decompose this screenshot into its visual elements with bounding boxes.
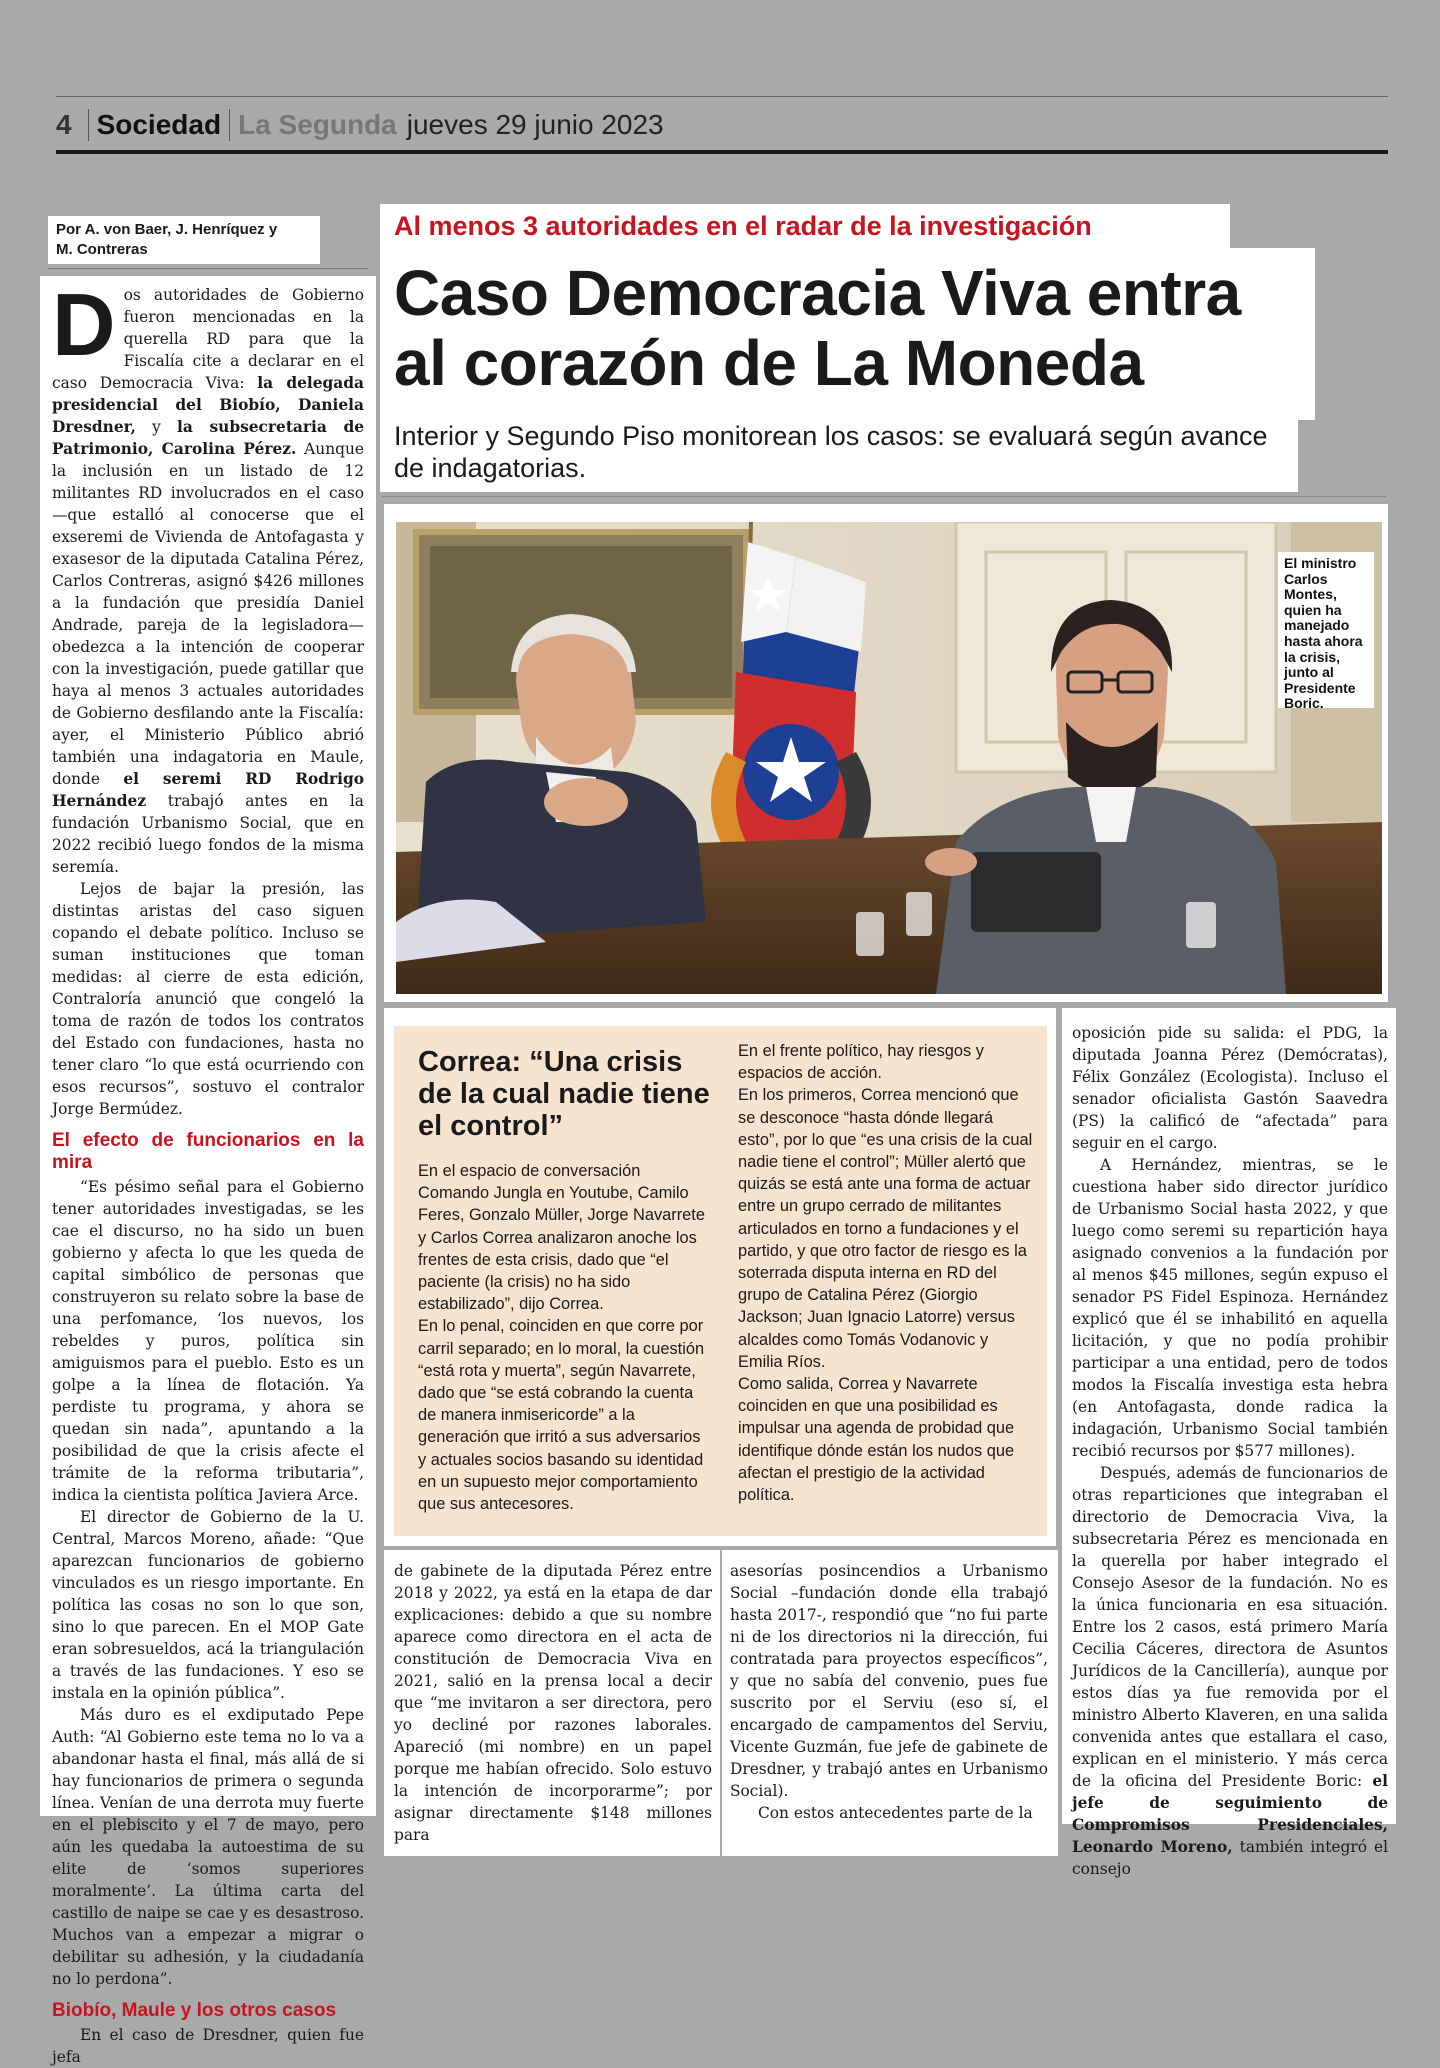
paragraph: asesorías posincendios a Urbanismo Social –fundación donde ella trabajó hasta 2017-, respondió que “no fui parte ni de los directorios ni la dirección, fui contratada para proyectos específicos”, y que no sabía del convenio, pues fue suscrito por el Serviu (eso sí, el encargado de campamentos del Serviu, Vicente Guzmán, fue jefe de gabinete de Dresdner, y trabajó antes en Urbanismo Social). [730, 1562, 1048, 1800]
byline-rule [48, 268, 368, 269]
masthead-divider [229, 109, 230, 141]
text-run: Aunque la inclusión en un listado de 12 militantes RD involucrados en el caso —que estalló al conocerse que el exseremi de Vivienda de Antofagasta y exasesor de la diputada Catalina Pérez, Carlos Contreras, asignó $426 millones a la fundación que presidía Daniel Andrade, pareja de la legisladora— obedezca a la intención de cooperar con la investigación, puede gatillar que haya al menos 3 actuales autoridades de Gobierno desfilando ante la Fiscalía: ayer, el Ministerio Público abrió también una indagatoria en Maule, donde [52, 440, 364, 788]
kicker: Al menos 3 autoridades en el radar de la investigación [380, 204, 1230, 248]
text-run: os autoridades de Gobierno fueron mencionadas en la querella RD para que la Fiscalía cite a declarar en el caso Democracia Viva: [52, 286, 364, 392]
paragraph: oposición pide su salida: el PDG, la diputada Joanna Pérez (Demócratas), Félix González (Ecologista). Incluso el senador oficialista Gastón Saavedra (PS) la calificó de “afectada” para seguir en el cargo. [1072, 1024, 1388, 1152]
paragraph: Más duro es el exdiputado Pepe Auth: “Al Gobierno este tema no lo va a abandonar hasta el final, más allá de si hay funcionarios de primera o segunda línea. Venían de una derrota muy fuerte en el plebiscito y el 7 de mayo, pero aún les quedaba la autoestima de su elite de ‘somos superiores moralmente’. La última carta del castillo de naipe se cae y es desastroso. Muchos van a empezar a migrar o debilitar su adhesión, y la ciudadanía no lo perdona”. [52, 1706, 364, 1988]
deck-rule [382, 496, 1386, 497]
sidebar-box [394, 1026, 1047, 1536]
sidebar-title: Correa: “Una crisis de la cual nadie tiene el control” [418, 1046, 710, 1142]
subheading: Biobío, Maule y los otros casos [52, 2000, 337, 2021]
masthead-divider [88, 109, 89, 141]
photo-frame [384, 504, 1388, 1002]
article-column-2 [384, 1550, 720, 1856]
article-body [730, 1560, 1048, 1824]
sidebar-column-b: En el frente político, hay riesgos y espacios de acción. En los primeros, Correa mencionó que se desconoce “hasta dónde llegará esto”, por lo que “es una crisis de la cual nadie tiene el control”; Müller alertó que quizás se está ante una forma de actuar entre un grupo cerrado de militantes articulados en torno a fundaciones y el partido, y que otro factor de riesgo es la soterrada disputa interna en RD del grupo de Catalina Pérez (Giorgio Jackson; Juan Ignacio Latorre) versus alcaldes como Tomás Vodanovic y Emilia Ríos. Como salida, Correa y Navarrete coinciden en que una posibilidad es impulsar una agenda de probidad que identifique dónde están los nudos que afectan el prestigio de la actividad política. [738, 1042, 1033, 1505]
text-run: Después, además de funcionarios de otras reparticiones que integraban el directorio de Democracia Viva, la subsecretaria Pérez es mencionada en la querella por haber integrado el Consejo Asesor de la fundación. No es la única funcionaria en esa situación. Entre los 2 casos, está primero María Cecilia Cáceres, directora de Asuntos Jurídicos de la Cancillería), aunque por estos días ya fue removida por el ministro Alberto Klaveren, en una salida convenida antes que estallara el caso, explican en el ministerio. Y más cerca de la oficina del Presidente Boric: [1072, 1464, 1388, 1790]
sidebar-frame [384, 1008, 1056, 1546]
bold-run: la subsecretaria de Patrimonio, Carolina Pérez. [52, 418, 364, 458]
sidebar-column-a: En el espacio de conversación Comando Jungla en Youtube, Camilo Feres, Gonzalo Müller, Jorge Navarrete y Carlos Correa analizaron anoche los frentes de esta crisis, dado que “el paciente (la crisis) no ha sido estabilizado”, dijo Correa. En lo penal, coinciden en que corre por carril separado; en lo moral, la cuestión “está rota y muerta”, según Navarrete, dado que “se está cobrando la cuenta de manera inmisericorde” a la generación que irritó a sus adversarios y actuales socios basando su identidad en un supuesto mejor comportamiento que sus antecesores. [418, 1162, 705, 1514]
paragraph: de gabinete de la diputada Pérez entre 2018 y 2022, ya está en la etapa de dar explicaciones: debido a que su nombre aparece como directora en el acta de constitución de Democracia Viva en 2021, salió en la prensa local a decir que “me invitaron a ser directora, pero yo decliné por razones laborales. Apareció (mi nombre) en un papel porque me habían ofrecido. Solo estuvo la intención de incorporarme”; por asignar directamente $148 millones para [394, 1562, 712, 1844]
publication-name: La Segunda [238, 109, 397, 140]
paragraph: El director de Gobierno de la U. Central, Marcos Moreno, añade: “Que aparezcan funcionarios de gobierno vinculados es un riesgo importante. En política las cosas no son lo que son, sino lo que parecen. En el MOP Gate eran sobresueldos, acá la triangulación a través de las fundaciones. Y eso se instala en la opinión pública”. [52, 1508, 364, 1702]
news-photo [396, 522, 1382, 994]
masthead-rule [56, 150, 1388, 154]
paragraph: A Hernández, mientras, se le cuestiona haber sido director jurídico de Urbanismo Social hasta 2022, y que luego como seremi su repartición haya asignado convenios a la fundación por al menos $45 millones, según expuso el senador PS Fidel Espinoza. Hernández explicó que él se inhabilitó en aquella licitación, y que no podía prohibir participar a una entidad, pero de todos modos la Fiscalía investiga esta hebra (en Antofagasta, donde radica la indagación, Urbanismo Social también recibió recursos por $577 millones). [1072, 1156, 1388, 1460]
section-name: Sociedad [96, 109, 222, 140]
masthead [56, 100, 1388, 150]
drop-cap: D [52, 275, 116, 374]
headline-line: al corazón de La Moneda [394, 327, 1144, 399]
article-body [52, 275, 364, 2068]
page-number: 4 [56, 109, 72, 140]
article-column-1 [40, 275, 376, 2066]
paragraph: “Es pésimo señal para el Gobierno tener autoridades investigadas, se les cae el discurso, no ha sido un buen gobierno y afecta lo que les queda de capital simbólico de personas que construyeron su relato sobre la base de una perfomance, ‘los nuevos, los rebeldes y puros, política sin amiguismos para el pueblo. Esto es un golpe a la línea de flotación. Ya perdiste tu programa, y ahora se quedan sin nada”, apuntando a la posibilidad de que la crisis afecte el trámite de la reforma tributaria”, indica la cientista política Javiera Arce. [52, 1178, 364, 1504]
paragraph: Lejos de bajar la presión, las distintas aristas del caso siguen copando el debate político. Incluso se suman instituciones que toman medidas: al cierre de esta edición, Contraloría anunció que congeló la toma de razón de todos los contratos del Estado con fundaciones, hasta no tener claro “lo que está ocurriendo con esos recursos”, sostuvo el contralor Jorge Bermúdez. [52, 880, 364, 1118]
headline [380, 248, 1315, 420]
paragraph [1072, 1462, 1388, 1880]
bold-run: el jefe de seguimiento de Compromisos Presidenciales, Leonardo Moreno, [1072, 1772, 1388, 1856]
issue-date: jueves 29 junio 2023 [406, 109, 664, 140]
photo-caption: El ministro Carlos Montes, quien ha manejado hasta ahora la crisis, junto al Presidente Boric. [1278, 552, 1374, 708]
text-run: y [136, 418, 178, 436]
article-column-4 [1062, 1008, 1396, 1878]
deck: Interior y Segundo Piso monitorean los casos: se evaluará según avance de indagatorias. [380, 420, 1298, 492]
paragraph: En el caso de Dresdner, quien fue jefa [52, 2026, 364, 2066]
photo-illustration [396, 522, 1382, 994]
article-body [1072, 1022, 1388, 1880]
headline-line: Caso Democracia Viva entra [394, 257, 1241, 329]
byline [48, 216, 320, 264]
byline-line: Por A. von Baer, J. Henríquez y [56, 221, 278, 238]
text-run: trabajó antes en la fundación Urbanismo Social, que en 2022 recibió luego fondos de la misma seremía. [52, 792, 364, 876]
top-rule [56, 96, 1388, 97]
text-run: también integró el consejo [1072, 1838, 1388, 1878]
bold-run: el seremi RD Rodrigo Hernández [52, 770, 364, 810]
subheading: El efecto de funcionarios en la mira [52, 1130, 364, 1173]
article-body [394, 1560, 712, 1846]
byline-line: M. Contreras [56, 241, 148, 258]
article-column-3 [722, 1550, 1058, 1856]
paragraph [52, 275, 364, 878]
paragraph: Con estos antecedentes parte de la [758, 1804, 1033, 1822]
bold-run: la delegada presidencial del Biobío, Daniela Dresdner, [52, 374, 364, 436]
